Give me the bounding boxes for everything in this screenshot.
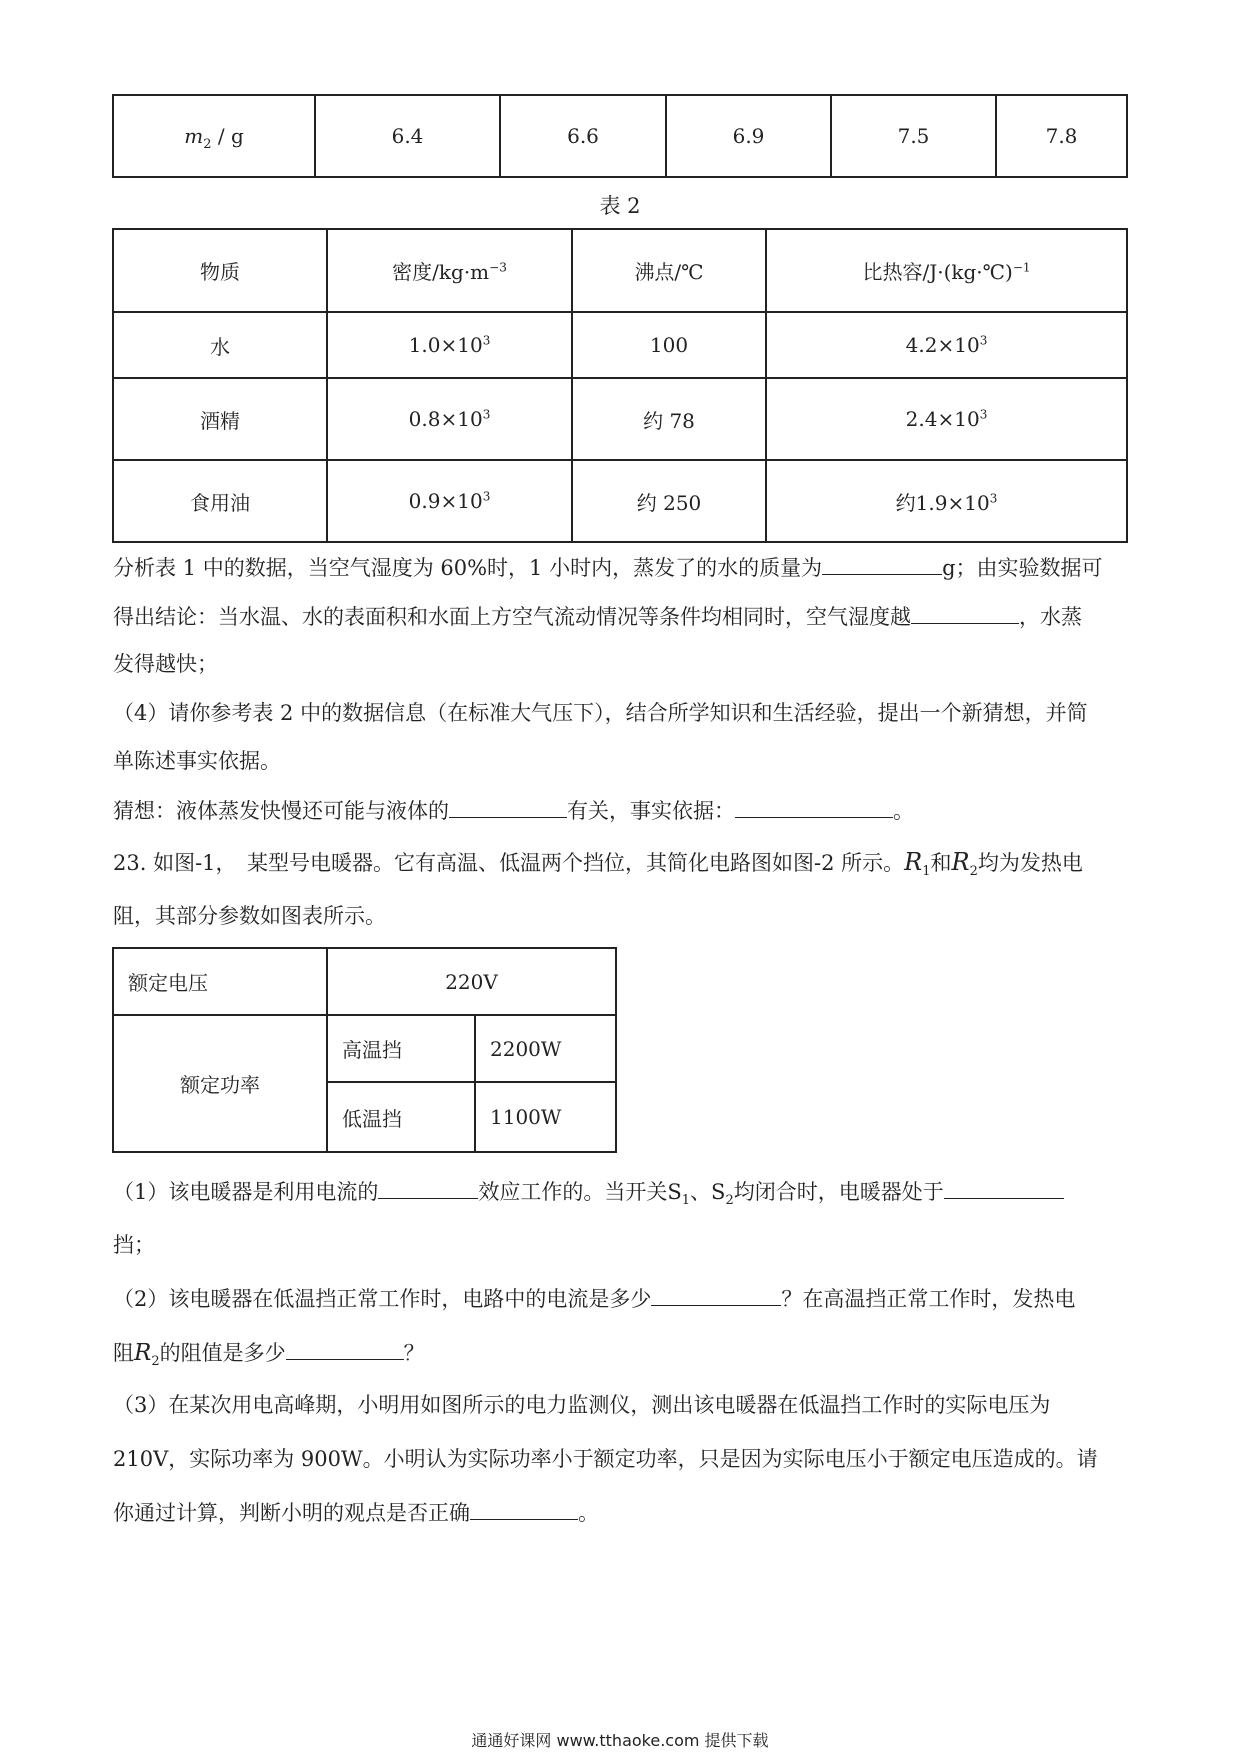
question-line <box>113 1283 1075 1314</box>
text-span: 分析表 1 中的数据，当空气湿度为 60%时，1 小时内，蒸发了的水的质量为 <box>113 556 823 580</box>
rated-power-label: 额定功率 <box>113 1015 327 1152</box>
high-gear-value: 2200W <box>475 1015 616 1082</box>
table-1 <box>112 94 1128 178</box>
header-density-exp: −3 <box>489 260 507 275</box>
heat-exp: 3 <box>979 407 988 422</box>
switch-s1-subscript: 1 <box>681 1193 691 1209</box>
density-exp: 3 <box>482 489 491 504</box>
table-cell: 7.5 <box>831 95 996 177</box>
table-cell: 7.8 <box>996 95 1127 177</box>
text-span: ，水蒸 <box>1019 605 1082 629</box>
substance-name: 食用油 <box>113 460 327 542</box>
density-value <box>327 460 572 542</box>
page-footer: 通通好课网 www.tthaoke.com 提供下载 <box>471 1731 769 1750</box>
paragraph-line: （3）在某次用电高峰期，小明用如图所示的电力监测仪，测出该电暖器在低温挡工作时的实际电压为 <box>113 1393 1051 1417</box>
answer-blank[interactable] <box>378 1176 478 1199</box>
paragraph-line: 发得越快； <box>113 652 218 676</box>
text-span: 你通过计算，判断小明的观点是否正确 <box>113 1501 470 1525</box>
text-span: 。 <box>893 799 914 823</box>
r2-symbol: R <box>951 848 970 876</box>
density-exp: 3 <box>482 407 491 422</box>
answer-blank[interactable] <box>286 1337 404 1360</box>
text-span: 。 <box>578 1501 599 1525</box>
paragraph-line: 挡； <box>113 1233 155 1257</box>
heat-value <box>766 378 1127 460</box>
heat-exp: 3 <box>989 490 998 505</box>
table-row <box>113 95 1127 177</box>
m-subscript: 2 <box>203 137 212 152</box>
table-2 <box>112 228 1128 543</box>
header-density <box>327 229 572 312</box>
header-boiling: 沸点/℃ <box>572 229 766 312</box>
table-row <box>113 460 1127 542</box>
r2-symbol: R <box>134 1340 152 1366</box>
question-line <box>113 1176 1064 1207</box>
heat-value <box>766 460 1127 542</box>
text-span: ？ <box>403 1341 425 1365</box>
table-cell: 6.9 <box>666 95 831 177</box>
text-span: 有关，事实依据： <box>567 799 735 823</box>
answer-blank[interactable] <box>735 795 893 818</box>
paragraph-line: 单陈述事实依据。 <box>113 749 281 773</box>
density-text: 1.0×10 <box>408 333 483 357</box>
density-text: 0.9×10 <box>408 489 483 513</box>
paragraph-line <box>113 601 1082 632</box>
table-2-caption: 表 2 <box>599 194 641 218</box>
table-cell: 6.4 <box>315 95 500 177</box>
boiling-value: 100 <box>572 312 766 378</box>
header-specific-heat <box>766 229 1127 312</box>
low-gear-label: 低温挡 <box>327 1082 475 1152</box>
heat-text: 4.2×10 <box>905 333 980 357</box>
r1-symbol: R <box>904 848 923 876</box>
text-span: （2）该电暖器在低温挡正常工作时，电路中的电流是多少 <box>113 1287 652 1311</box>
answer-blank[interactable] <box>822 552 942 575</box>
text-span: 23. 如图-1， 某型号电暖器。它有高温、低温两个挡位，其简化电路图如图-2 所示。 <box>113 851 905 875</box>
switch-s2-subscript: 2 <box>725 1193 734 1209</box>
text-span: 效应工作的。当开关 <box>478 1180 668 1204</box>
paragraph-line <box>113 795 914 826</box>
density-text: 0.8×10 <box>408 407 483 431</box>
answer-blank[interactable] <box>449 795 567 818</box>
header-substance: 物质 <box>113 229 327 312</box>
header-heat-exp: −1 <box>1012 260 1031 275</box>
header-density-text: 密度/kg·m <box>392 260 490 284</box>
paragraph-line: 210V，实际功率为 900W。小明认为实际功率小于额定功率，只是因为实际电压小于额定电压造成的。请 <box>113 1447 1098 1471</box>
paragraph-line: 阻，其部分参数如图表所示。 <box>113 904 386 928</box>
table-row <box>113 1015 616 1082</box>
boiling-value: 约 78 <box>572 378 766 460</box>
table-row <box>113 948 616 1015</box>
paragraph-line: （4）请你参考表 2 中的数据信息（在标准大气压下），结合所学知识和生活经验，提出一个新猜想，并简 <box>113 701 1088 725</box>
r2-subscript: 2 <box>151 1354 160 1370</box>
high-gear-label: 高温挡 <box>327 1015 475 1082</box>
row-label-cell <box>113 95 315 177</box>
paragraph-line <box>113 552 1103 583</box>
question-line <box>113 1497 599 1528</box>
table-row <box>113 312 1127 378</box>
text-span: 、 <box>690 1180 712 1204</box>
text-span: 阻 <box>113 1341 134 1365</box>
table-cell: 6.6 <box>500 95 666 177</box>
heat-text: 约1.9×10 <box>895 490 990 515</box>
substance-name: 酒精 <box>113 378 327 460</box>
substance-name: 水 <box>113 312 327 378</box>
heat-exp: 3 <box>979 333 988 348</box>
header-heat-text: 比热容/J·(kg·℃) <box>862 260 1013 284</box>
text-span: ？在高温挡正常工作时，发热电 <box>781 1287 1076 1311</box>
answer-blank[interactable] <box>911 601 1019 624</box>
m-symbol: m <box>184 124 204 148</box>
rated-voltage-value: 220V <box>327 948 616 1015</box>
switch-s2-symbol: S <box>711 1180 726 1204</box>
text-span: 均为发热电 <box>977 851 1083 875</box>
text-span: 均闭合时，电暖器处于 <box>733 1180 944 1204</box>
low-gear-value: 1100W <box>475 1082 616 1152</box>
density-value <box>327 312 572 378</box>
answer-blank[interactable] <box>470 1497 578 1520</box>
m-unit: / g <box>211 124 244 148</box>
rated-voltage-label: 额定电压 <box>113 948 327 1015</box>
heat-text: 2.4×10 <box>905 407 980 431</box>
text-span: 的阻值是多少 <box>159 1341 286 1365</box>
table-row <box>113 378 1127 460</box>
density-exp: 3 <box>482 333 491 348</box>
r1-subscript: 1 <box>922 864 931 880</box>
text-span: 猜想：液体蒸发快慢还可能与液体的 <box>113 799 449 823</box>
switch-s1-symbol: S <box>667 1180 682 1204</box>
heat-value <box>766 312 1127 378</box>
text-span: 得出结论：当水温、水的表面积和水面上方空气流动情况等条件均相同时，空气湿度越 <box>113 605 911 629</box>
text-span: 和 <box>930 851 952 875</box>
answer-blank[interactable] <box>651 1283 781 1306</box>
r2-subscript: 2 <box>969 864 978 880</box>
question-line <box>113 1337 425 1368</box>
table-header-row <box>113 229 1127 312</box>
answer-blank[interactable] <box>944 1176 1064 1199</box>
parameter-table <box>112 947 617 1153</box>
text-span: （1）该电暖器是利用电流的 <box>113 1180 379 1204</box>
boiling-value: 约 250 <box>572 460 766 542</box>
text-span: g；由实验数据可 <box>942 556 1103 580</box>
density-value <box>327 378 572 460</box>
question-23-line <box>113 847 1083 878</box>
